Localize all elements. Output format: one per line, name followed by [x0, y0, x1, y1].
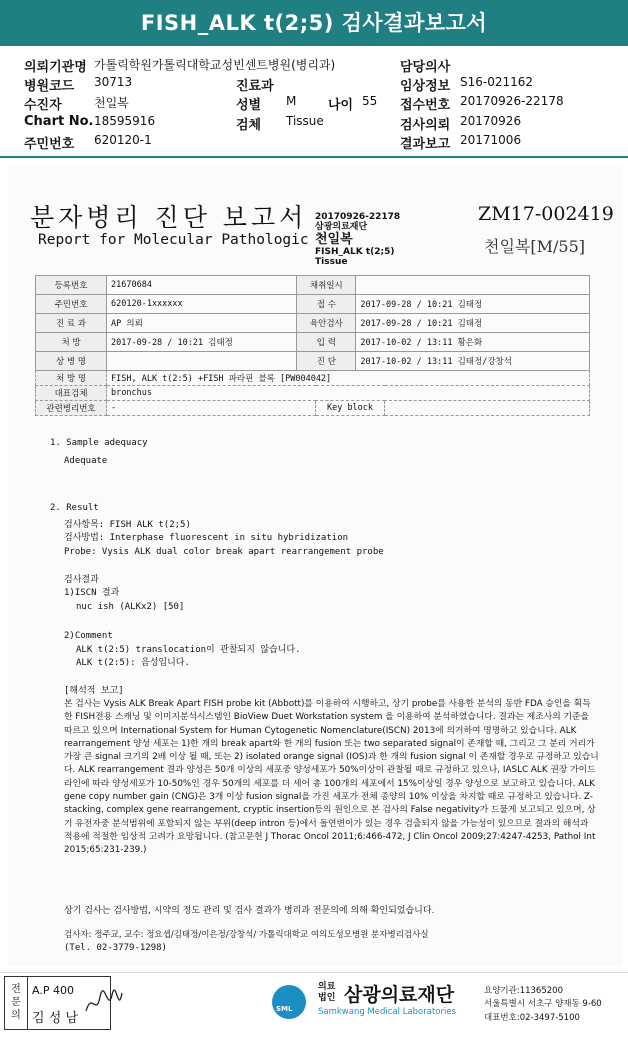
- specimen-value: Tissue: [286, 114, 324, 128]
- age-value: 55: [362, 94, 378, 108]
- related-value: -: [107, 401, 316, 416]
- sticker-line-1: 20170926-22178: [315, 212, 401, 222]
- chart-value: 18595916: [94, 114, 156, 128]
- header-divider: [0, 156, 628, 158]
- site-value: bronchus: [107, 386, 590, 401]
- rrn-label-2: 주민번호: [36, 295, 107, 314]
- rrn-value-2: 620120-1xxxxxx: [107, 295, 297, 314]
- patient-value: 천일복: [94, 96, 129, 110]
- clinical-value: S16-021162: [460, 75, 534, 89]
- doctor-label: 담당의사: [400, 60, 451, 75]
- org-phone: 대표번호:02-3497-5100: [484, 1013, 580, 1023]
- interpretation-text: 본 검사는 Vysis ALK Break Apart FISH probe kit (Abbott)를 이용하여 시행하고, 상기 probe를 사용한 분석의 동반 FDA 승인을 획득한 FISH전용 스캐닝 및 이미지분석시스템인 BioView Duet Workstation system 을 이용하여 분석하였습니다. 결과는 제조사의 기준을 따르고 있으며 International System for Human Cytogenetic Nomenclature(ISCN) 2013에 의거하여 명명하고 있습니다. ALK rearrangement 양성 세포는 1)한 개의 break apart와 한 개의 fusion 또는 two separated signal이 존재할 때, 그리고 그 분리 거리가 가장 큰 signal 크기의 2배 이상 될 때, 또는 2) isolated orange signal (IOS)과 한 개의 fusion signal 이 존재할 경우로 규정하고 있습니다. ALK rearrangement 결과 양성은 50개 이상의 세포중 양성세포가 50%이상이 관찰될 때로 규정하고 있으나, IASLC ALK 권장 가이드라인에 따라 양성세포가 10-50%인 경우 50개의 세포를 더 세어 총 100개의 세포에서 15%이상일 경우 양성으로 보고하고 있습니다. ALK gene copy number gain (CNG)은 3개 이상 fusion signal을 가진 세포가 전체 종양의 10% 이상을 차지할 때로 규정하고 있습니다. Z-stacking, complex gene rearrangement, cryptic insertion등의 원인으로 본 검사의 False negativity가 드물게 보고되고 있으며, 상기 유전자중 분석범위에 포함되지 않는 부위(deep intron 등)에서 돌연변이가 있는 경우 검출되지 않을 가능성이 있으므로 결과의 해석과 적용에 적절한 임상적 고려가 요망됩니다. (참고문헌 J Thorac Oncol 2011;6:466-472, J Clin Oncol 2009;27:4247-4253, Pathol Int 2015;65:231-239.): [64, 699, 599, 856]
- comment-line-1: ALK t(2:5) translocation이 관찰되지 않습니다.: [76, 645, 301, 655]
- sample-adequacy-value: Adequate: [64, 456, 108, 466]
- receive-label: 접 수: [297, 295, 356, 314]
- prescribe-label: 처 방: [36, 333, 107, 352]
- patient-tag: 천일복[M/55]: [484, 237, 585, 256]
- hospital-code-label: 병원코드: [24, 79, 75, 94]
- interpretation-heading: [해석적 보고]: [64, 686, 124, 696]
- specialist-stamp: [4, 976, 28, 1030]
- hospital-code-value: 30713: [94, 75, 133, 89]
- clinical-label: 임상정보: [400, 79, 451, 94]
- sticker-line-3: 천일복: [315, 232, 353, 247]
- doc-title-en: Report for Molecular Pathologic: [38, 232, 309, 248]
- prescribe-value: 2017-09-28 / 10:21 김태정: [107, 333, 297, 352]
- org-english: Samkwang Medical Laboratories: [318, 1007, 457, 1017]
- result-line-2: 검사방법: Interphase fluorescent in situ hybridization: [64, 533, 349, 543]
- site-label: 대표검체: [36, 386, 107, 401]
- result-line-3: Probe: Vysis ALK dual color break apart rearrangement probe: [64, 547, 384, 557]
- patient-header: [0, 52, 628, 152]
- ward-label: 상 병 명: [36, 352, 107, 371]
- input-label: 입 력: [297, 333, 356, 352]
- sex-label: 성별: [236, 98, 262, 113]
- stamp-text: 전문의: [11, 984, 21, 1021]
- comment-line-2: ALK t(2:5): 음성입니다.: [76, 658, 190, 668]
- staining-label: 육안검사: [297, 314, 356, 333]
- org-small-1: 의료: [318, 982, 336, 992]
- receipt-value: 20170926-22178: [460, 94, 564, 108]
- org-small: [318, 982, 335, 1004]
- org-address: 서울특별시 서초구 양재동 9-60: [484, 999, 602, 1009]
- diag-label: 진 단: [297, 352, 356, 371]
- rrn-value: 620120-1: [94, 133, 152, 147]
- sticker-line-2: 삼광의료재단: [315, 222, 368, 232]
- age-label: 나이: [328, 98, 354, 113]
- org-small-2: 법인: [318, 993, 336, 1003]
- order-label: 처 방 명: [36, 371, 107, 386]
- collect-label: 채취일시: [297, 276, 356, 295]
- comment-heading: 2)Comment: [64, 631, 113, 641]
- iscn-value: nuc ish (ALKx2) [50]: [76, 602, 185, 612]
- org-name: 삼광의료재단: [344, 984, 455, 1006]
- receipt-label: 접수번호: [400, 98, 451, 113]
- staining-value: 2017-09-28 / 10:21 김태정: [356, 314, 590, 333]
- order-value: FISH, ALK t(2:5) +FISH 파라핀 블록 [PW004042]: [107, 371, 590, 386]
- receive-value: 2017-09-28 / 10:21 김태정: [356, 295, 590, 314]
- doc-title-kr: 분자병리 진단 보고서: [30, 203, 308, 232]
- dept-label: 진료과: [236, 79, 274, 94]
- case-number: ZM17-002419: [478, 203, 614, 225]
- signature-box: [26, 976, 111, 1030]
- reg-no-label: 등록번호: [36, 276, 107, 295]
- request-label: 검사의뢰: [400, 118, 451, 133]
- chart-label: Chart No.: [24, 114, 94, 129]
- rrn-label: 주민번호: [24, 137, 75, 152]
- dept-label-2: 진 료 과: [36, 314, 107, 333]
- specimen-label: 검체: [236, 118, 262, 133]
- related-label: 관련병리번호: [36, 401, 107, 416]
- logo-abbr: SML: [276, 1005, 293, 1013]
- specimen-sticker: [315, 212, 400, 267]
- sticker-line-5: Tissue: [315, 257, 348, 267]
- input-value: 2017-10-02 / 13:11 황은화: [356, 333, 590, 352]
- order-table: [35, 370, 590, 416]
- result-line-1: 검사항목: FISH ALK t(2;5): [64, 520, 191, 530]
- diag-value: 2017-10-02 / 13:11 김태정/강창석: [356, 352, 590, 371]
- sex-value: M: [286, 94, 297, 108]
- result-heading: 검사결과: [64, 575, 99, 585]
- report-title: FISH_ALK t(2;5) 검사결과보고서: [0, 0, 628, 46]
- keyblock-label: Key block: [316, 401, 385, 416]
- iscn-heading: 1)ISCN 결과: [64, 588, 120, 598]
- sticker-line-4: FISH_ALK t(2;5): [315, 247, 395, 257]
- report-value: 20171006: [460, 133, 522, 147]
- section-result: 2. Result: [50, 503, 99, 513]
- keyblock-value: [385, 401, 590, 416]
- collect-value: [356, 276, 590, 295]
- ward-value: [107, 352, 297, 371]
- registration-table: [35, 275, 590, 371]
- institution-label: 의뢰기관명: [24, 60, 87, 75]
- request-value: 20170926: [460, 114, 522, 128]
- tel-text: (Tel. 02-3779-1298): [64, 943, 167, 953]
- examiner-text: 검사자: 정주교, 교수: 정요셉/김태정/이은정/강창석/ 가톨릭대학교 여의도성모병원 분자병리검사실: [64, 930, 429, 940]
- report-label: 결과보고: [400, 137, 451, 152]
- signature-icon: [84, 987, 124, 1019]
- institution-value: 가톨릭학원가톨릭대학교성빈센트병원(병리과): [94, 58, 336, 72]
- dept-value-2: AP 의뢰: [107, 314, 297, 333]
- ap-number: A.P 400: [32, 984, 74, 997]
- institution-code: 요양기관:11365200: [484, 986, 563, 996]
- reg-no-value: 21670684: [107, 276, 297, 295]
- patient-label: 수진자: [24, 98, 62, 113]
- section-sample-adequacy: 1. Sample adequacy: [50, 438, 148, 448]
- sml-logo-icon: [272, 985, 306, 1019]
- confirm-text: 상기 검사는 검사방법, 시약의 정도 관리 및 검사 결과가 병리과 전문의에 의해 확인되었습니다.: [64, 906, 435, 916]
- signer-name: 김 성 남: [32, 1011, 78, 1026]
